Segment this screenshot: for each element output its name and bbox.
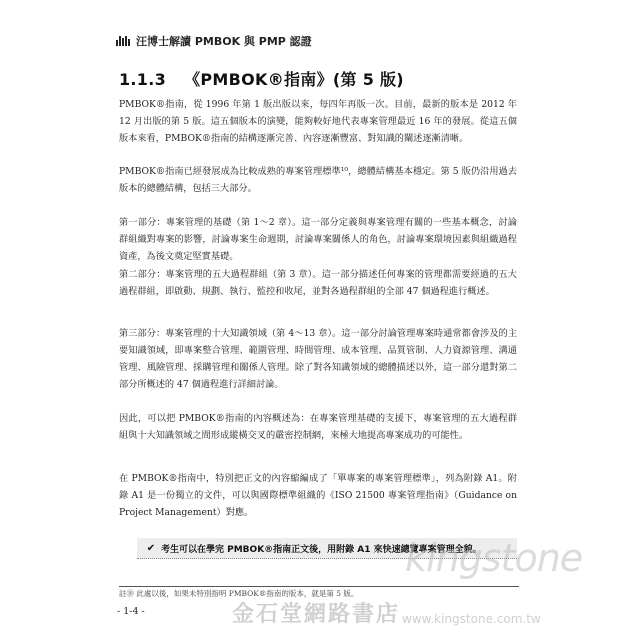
watermark-url: www.kingstone.com.tw [402,612,541,626]
watermark-store: 金石堂網路書店 [232,602,401,627]
footnote: 註⑩ 此處以後，如果未特別指明 PMBOK®指南的版本，就是第 5 版。 [119,589,359,598]
paragraph-2: PMBOK®指南已經發展成為比較成熟的專案管理標準¹⁰，總體結構基本穩定。第 5 版仍沿用過去版本的總體結構，包括三大部分。 [119,166,517,194]
watermark-brand: kingstone [405,536,583,580]
exam-tip-text: 考生可以在學完 PMBOK®指南正文後，用附錄 A1 來快速總覽專案管理全貌。 [161,544,482,555]
paragraph-7: 在 PMBOK®指南中，特別把正文的內容縮編成了「單專案的專案管理標準」，列為附錄 A1。附錄 A1 是一份獨立的文件，可以與國際標準組織的《ISO 21500 專案管理指南》（Guidance on Project Management）對應。 [119,473,517,518]
section-title: 《PMBOK®指南》(第 5 版) [184,70,404,89]
running-header [116,33,312,49]
check-icon: ✔ [146,542,156,554]
page-number: - 1-4 - [117,606,145,617]
section-number: 1.1.3 [119,70,167,89]
paragraph-4: 第二部分：專案管理的五大過程群組（第 3 章）。這一部分描述任何專案的管理都需要經過的五大過程群組，即啟動、規劃、執行、監控和收尾，並對各過程群組的全部 47 個過程進行概述。 [119,269,517,297]
exam-tip-box [137,538,517,559]
section-heading [119,67,404,90]
footnote-divider [119,586,519,587]
paragraph-3: 第一部分：專案管理的基礎（第 1～2 章）。這一部分定義與專案管理有關的一些基本概念，討論群組織對專案的影響，討論專案生命週期，討論專案關係人的角色，討論專案環境因素與組織過程資產，為後文奠定堅實基礎。 [119,217,517,262]
paragraph-5: 第三部分：專案管理的十大知識領域（第 4～13 章）。這一部分討論管理專案時通常都會涉及的主要知識領域，即專案整合管理、範圍管理、時間管理、成本管理、品質管制、人力資源管理、溝通管理、風險管理、採購管理和關係人管理。除了對各知識領域的總體描述以外，這一部分還對第二部分所概述的 47 個過程進行詳細討論。 [119,328,517,390]
paragraph-6: 因此，可以把 PMBOK®指南的內容概述為：在專案管理基礎的支援下，專案管理的五大過程群組與十大知識領域之間形成縱橫交叉的嚴密控制網，來極大地提高專案成功的可能性。 [119,413,517,441]
paragraph-1: PMBOK®指南，從 1996 年第 1 版出版以來，每四年再版一次。目前，最新的版本是 2012 年 12 月出版的第 5 版。這五個版本的演變，能夠較好地代表專案管理最近 16 年的發展。從這五個版本來看，PMBOK®指南的結構逐漸完善、內容逐漸豐富、對知識的闡述逐漸清晰。 [119,99,517,144]
books-icon [116,36,130,46]
header-title: 汪博士解讀 PMBOK 與 PMP 認證 [136,35,312,48]
